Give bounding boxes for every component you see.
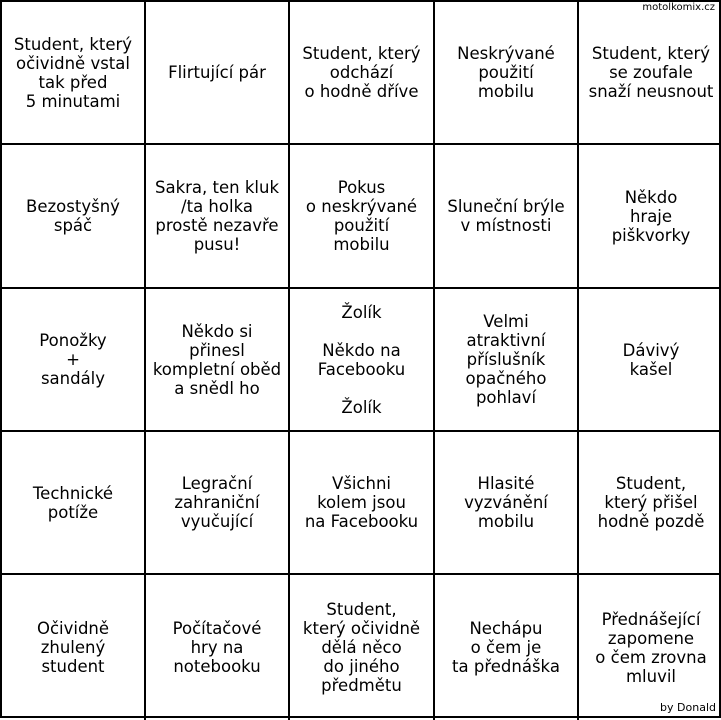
bingo-cell-7	[146, 145, 290, 289]
bingo-cell-13-free	[290, 289, 435, 432]
bingo-cell-text: Někdo si přinesl kompletní oběd a snědl ho	[152, 321, 282, 398]
bingo-cell-text: Hlasité vyzvánění mobilu	[464, 474, 548, 531]
bingo-cell-5	[579, 2, 721, 145]
bingo-cell-14	[435, 289, 579, 432]
bingo-cell-11	[2, 289, 146, 432]
bingo-cell-text: Technické potíže	[32, 483, 114, 522]
bingo-cell-text: Ponožky + sandály	[39, 331, 107, 388]
bingo-cell-text: Student, který přišel hodně pozdě	[597, 474, 705, 531]
bingo-cell-text: Neskrývané použití mobilu	[457, 44, 555, 101]
bingo-cell-text: Počítačové hry na notebooku	[172, 619, 262, 676]
bingo-cell-22	[146, 575, 290, 720]
bingo-cell-21	[2, 575, 146, 720]
bingo-cell-text: Sluneční brýle v místnosti	[447, 197, 565, 235]
bingo-cell-23	[290, 575, 435, 720]
bingo-cell-16	[2, 432, 146, 575]
bingo-cell-12	[146, 289, 290, 432]
bingo-cell-text: Bezostyšný spáč	[26, 197, 120, 235]
bingo-cell-text: Student, který očividně vstal tak před 5 minutami	[13, 34, 133, 111]
bingo-cell-text: Student, který odchází o hodně dříve	[302, 44, 421, 101]
bingo-cell-text: Legrační zahraniční vyučující	[174, 474, 260, 531]
bingo-cell-15	[579, 289, 721, 432]
bingo-cell-text: Žolík Někdo na Facebooku Žolík	[317, 302, 406, 417]
bingo-cell-text: Někdo hraje piškvorky	[611, 187, 691, 245]
bingo-cell-2	[146, 2, 290, 145]
author-signature: by Donald	[660, 701, 716, 714]
bingo-cell-9	[435, 145, 579, 289]
bingo-cell-1	[2, 2, 146, 145]
bingo-cell-text: Sakra, ten kluk /ta holka prostě nezavře pusu!	[155, 178, 279, 254]
bingo-cell-18	[290, 432, 435, 575]
bingo-cell-24	[435, 575, 579, 720]
bingo-cell-text: Flirtující pár	[168, 63, 266, 82]
bingo-cell-text: Očividně zhulený student	[36, 619, 110, 676]
bingo-cell-25	[579, 575, 721, 720]
bingo-cell-3	[290, 2, 435, 145]
bingo-cell-20	[579, 432, 721, 575]
bingo-cell-text: Nechápu o čem je ta přednáška	[452, 619, 560, 676]
bingo-cell-text: Student, který očividně dělá něco do jiného předmětu	[302, 600, 421, 695]
bingo-cell-6	[2, 145, 146, 289]
bingo-cell-text: Přednášející zapomene o čem zrovna mluvil	[595, 609, 707, 686]
bingo-cell-text: Student, který se zoufale snaží neusnout	[588, 44, 714, 101]
bingo-cell-19	[435, 432, 579, 575]
bingo-cell-8	[290, 145, 435, 289]
bingo-cell-10	[579, 145, 721, 289]
bingo-cell-text: Pokus o neskrývané použití mobilu	[305, 178, 418, 254]
bingo-cell-4	[435, 2, 579, 145]
site-watermark: motolkomix.cz	[642, 2, 715, 13]
bingo-cell-text: Všichni kolem jsou na Facebooku	[304, 474, 419, 531]
bingo-cell-17	[146, 432, 290, 575]
bingo-cell-text: Dávivý kašel	[622, 340, 680, 379]
bingo-cell-text: Velmi atraktivní příslušník opačného pohlaví	[465, 312, 547, 407]
